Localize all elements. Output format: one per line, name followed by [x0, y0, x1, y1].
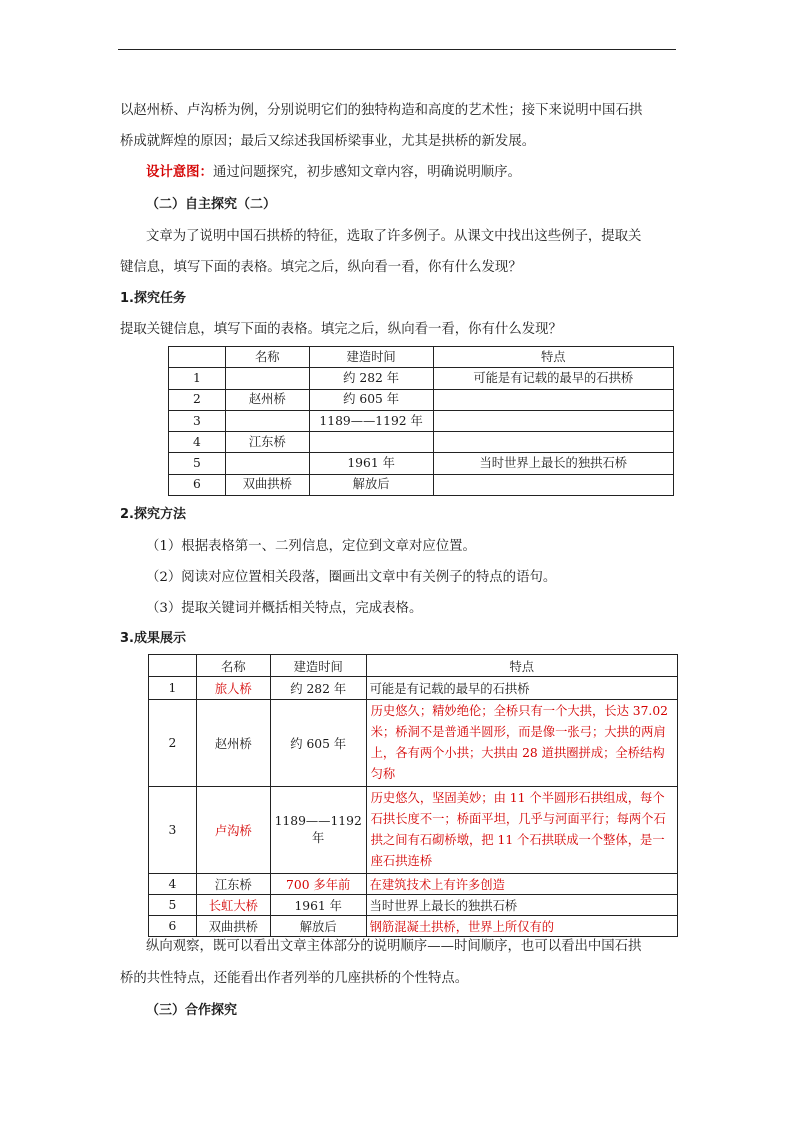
table-cell: 双曲拱桥 [225, 474, 309, 495]
table-cell: 可能是有记载的最早的石拱桥 [433, 368, 673, 389]
table-cell: 约 282 年 [270, 677, 366, 700]
section-2-title: （二）自主探究（二） [146, 197, 277, 212]
table-cell: 1189——1192 年 [309, 410, 433, 431]
table-cell: 历史悠久；精妙绝伦；全桥只有一个大拱，长达 37.02 米；桥洞不是普通半圆形，而是像一张弓；大拱的两肩上，各有两个小拱；大拱由 28 道拱圈拼成；全桥结构匀称 [366, 700, 677, 787]
table-cell: 约 282 年 [309, 368, 433, 389]
table-cell [433, 410, 673, 431]
table-cell: 1 [169, 368, 226, 389]
table-row [169, 410, 674, 431]
header-cell: 名称 [225, 347, 309, 368]
result-title: 3.成果展示 [120, 631, 186, 646]
intro-line-2: 桥成就辉煌的原因；最后又综述我国桥梁事业，尤其是拱桥的新发展。 [120, 134, 536, 149]
table-cell: 6 [149, 916, 197, 937]
table-cell: 可能是有记载的最早的石拱桥 [366, 677, 677, 700]
table-header-row [169, 347, 674, 368]
table-cell: 3 [169, 410, 226, 431]
table-cell: 2 [149, 700, 197, 787]
table-cell: 解放后 [270, 916, 366, 937]
table-cell: 约 605 年 [309, 389, 433, 410]
header-cell: 名称 [196, 655, 270, 677]
table-cell [433, 474, 673, 495]
table-cell: 解放后 [309, 474, 433, 495]
task-text: 提取关键信息，填写下面的表格。填完之后，纵向看一看，你有什么发现？ [120, 322, 562, 337]
table-cell: 3 [149, 787, 197, 874]
table-row [169, 432, 674, 453]
table-row [169, 368, 674, 389]
method-item-1: （1）根据表格第一、二列信息，定位到文章对应位置。 [146, 539, 476, 554]
table-row [169, 453, 674, 474]
table-cell: 长虹大桥 [196, 895, 270, 916]
table-cell [433, 432, 673, 453]
table-row [169, 389, 674, 410]
table-row [149, 787, 678, 874]
table-cell: 江东桥 [225, 432, 309, 453]
section-3-title: （三）合作探究 [146, 1003, 238, 1018]
table-cell: 约 605 年 [270, 700, 366, 787]
task-table [168, 346, 674, 496]
table-row [149, 874, 678, 895]
table-cell: 5 [149, 895, 197, 916]
design-intent-label: 设计意图： [146, 165, 213, 180]
table-cell [433, 389, 673, 410]
conclusion-line-2: 桥的共性特点，还能看出作者列举的几座拱桥的个性特点。 [120, 971, 469, 986]
table-cell: 赵州桥 [225, 389, 309, 410]
design-intent-text: 通过问题探究，初步感知文章内容，明确说明顺序。 [212, 165, 521, 180]
table-row [149, 700, 678, 787]
table-cell [225, 368, 309, 389]
table-cell: 5 [169, 453, 226, 474]
table-cell [225, 410, 309, 431]
method-item-2: （2）阅读对应位置相关段落，圈画出文章中有关例子的特点的语句。 [146, 570, 557, 585]
header-cell: 特点 [366, 655, 677, 677]
header-cell: 特点 [433, 347, 673, 368]
table-cell: 江东桥 [196, 874, 270, 895]
header-cell [149, 655, 197, 677]
table-cell: 双曲拱桥 [196, 916, 270, 937]
table-row [149, 677, 678, 700]
table-cell [225, 453, 309, 474]
result-table [148, 654, 678, 937]
table-cell: 当时世界上最长的独拱石桥 [366, 895, 677, 916]
table-cell: 1961 年 [270, 895, 366, 916]
method-title: 2.探究方法 [120, 507, 186, 522]
conclusion-line-1: 纵向观察，既可以看出文章主体部分的说明顺序——时间顺序，也可以看出中国石拱 [146, 939, 642, 954]
table-cell: 6 [169, 474, 226, 495]
method-item-3: （3）提取关键词并概括相关特点，完成表格。 [146, 601, 423, 616]
header-cell [169, 347, 226, 368]
table-row [149, 895, 678, 916]
table-cell: 4 [169, 432, 226, 453]
section-2-para-line-2: 键信息，填写下面的表格。填完之后，纵向看一看，你有什么发现？ [120, 260, 522, 275]
header-cell: 建造时间 [309, 347, 433, 368]
table-cell: 钢筋混凝土拱桥，世界上所仅有的 [366, 916, 677, 937]
table-cell: 旅人桥 [196, 677, 270, 700]
table-header-row [149, 655, 678, 677]
design-intent [146, 158, 702, 188]
header-rule [118, 49, 676, 50]
table-cell: 历史悠久，坚固美妙；由 11 个半圆形石拱组成，每个石拱长度不一；桥面平坦，几乎与河面平行；每两个石拱之间有石砌桥墩，把 11 个石拱联成一个整体，是一座石拱连桥 [366, 787, 677, 874]
table-cell: 当时世界上最长的独拱石桥 [433, 453, 673, 474]
intro-line-1: 以赵州桥、卢沟桥为例，分别说明它们的独特构造和高度的艺术性；接下来说明中国石拱 [120, 103, 643, 118]
table-row [169, 474, 674, 495]
table-cell: 2 [169, 389, 226, 410]
table-cell: 1961 年 [309, 453, 433, 474]
section-2-para-line-1: 文章为了说明中国石拱桥的特征，选取了许多例子。从课文中找出这些例子，提取关 [146, 229, 642, 244]
table-cell: 卢沟桥 [196, 787, 270, 874]
table-cell: 赵州桥 [196, 700, 270, 787]
table-cell: 在建筑技术上有许多创造 [366, 874, 677, 895]
header-cell: 建造时间 [270, 655, 366, 677]
table-cell: 4 [149, 874, 197, 895]
table-cell: 1189——1192 年 [270, 787, 366, 874]
table-cell: 700 多年前 [270, 874, 366, 895]
table-cell: 1 [149, 677, 197, 700]
task-title: 1.探究任务 [120, 291, 186, 306]
table-cell [309, 432, 433, 453]
